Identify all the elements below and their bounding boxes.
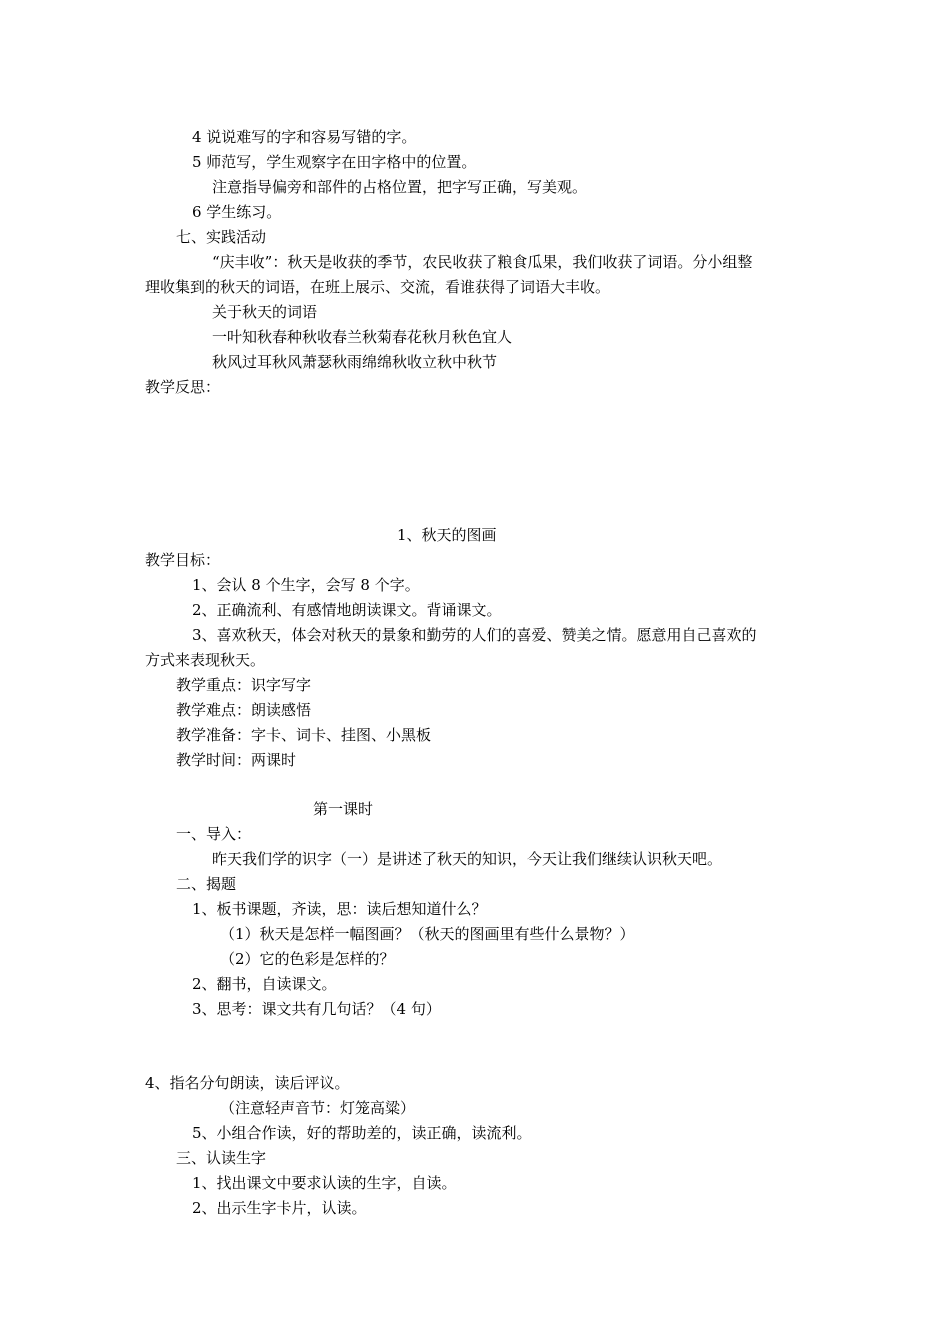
goal-1: 1、会认 8 个生字，会写 8 个字。 — [192, 576, 420, 594]
harvest-paragraph-line1: “庆丰收”：秋天是收获的季节，农民收获了粮食瓜果，我们收获了词语。分小组整 — [212, 253, 753, 271]
goal-3-line2: 方式来表现秋天。 — [145, 651, 266, 669]
autumn-words-row2: 秋风过耳秋风萧瑟秋雨绵绵秋收立秋中秋节 — [212, 353, 498, 371]
recognize-step-2: 2、出示生字卡片，认读。 — [192, 1199, 367, 1217]
recognize-step-1: 1、找出课文中要求认读的生字，自读。 — [192, 1174, 457, 1192]
teaching-difficulty: 教学难点：朗读感悟 — [176, 701, 312, 719]
reveal-step-1: 1、板书课题，齐读，思：读后想知道什么？ — [192, 900, 487, 918]
teaching-goals-label: 教学目标： — [145, 551, 221, 569]
practice-activity-heading: 七、实践活动 — [176, 228, 267, 246]
reveal-question-2: （2）它的色彩是怎样的？ — [220, 950, 395, 968]
autumn-words-heading: 关于秋天的词语 — [212, 303, 318, 321]
intro-heading: 一、导入： — [176, 825, 252, 843]
step-5-note: 注意指导偏旁和部件的占格位置，把字写正确，写美观。 — [212, 178, 588, 196]
step-4-text: 4 说说难写的字和容易写错的字。 — [192, 128, 417, 146]
recognize-characters-heading: 三、认读生字 — [176, 1149, 267, 1167]
goal-3-line1: 3、喜欢秋天，体会对秋天的景象和勤劳的人们的喜爱、赞美之情。愿意用自己喜欢的 — [192, 626, 757, 644]
teaching-time: 教学时间：两课时 — [176, 751, 297, 769]
teaching-key-point: 教学重点：识字写字 — [176, 676, 312, 694]
goal-2: 2、正确流利、有感情地朗读课文。背诵课文。 — [192, 601, 502, 619]
first-period-heading: 第一课时 — [313, 800, 374, 818]
lesson-title: 1、秋天的图画 — [397, 526, 497, 544]
reveal-step-2: 2、翻书，自读课文。 — [192, 975, 337, 993]
teaching-reflection-label: 教学反思： — [145, 378, 221, 396]
autumn-words-row1: 一叶知秋春种秋收春兰秋菊春花秋月秋色宜人 — [212, 328, 513, 346]
reveal-step-4-note: （注意轻声音节：灯笼高粱） — [220, 1099, 416, 1117]
reveal-step-4: 4、指名分句朗读，读后评议。 — [145, 1074, 350, 1092]
step-5-text: 5 师范写，学生观察字在田字格中的位置。 — [192, 153, 477, 171]
harvest-paragraph-line2: 理收集到的秋天的词语，在班上展示、交流，看谁获得了词语大丰收。 — [145, 278, 611, 296]
intro-text: 昨天我们学的识字（一）是讲述了秋天的知识，今天让我们继续认识秋天吧。 — [212, 850, 723, 868]
reveal-title-heading: 二、揭题 — [176, 875, 237, 893]
reveal-step-5: 5、小组合作读，好的帮助差的，读正确，读流利。 — [192, 1124, 532, 1142]
teaching-preparation: 教学准备：字卡、词卡、挂图、小黑板 — [176, 726, 432, 744]
reveal-step-3: 3、思考：课文共有几句话？（4 句） — [192, 1000, 441, 1018]
reveal-question-1: （1）秋天是怎样一幅图画？（秋天的图画里有些什么景物？） — [220, 925, 635, 943]
step-6-text: 6 学生练习。 — [192, 203, 282, 221]
